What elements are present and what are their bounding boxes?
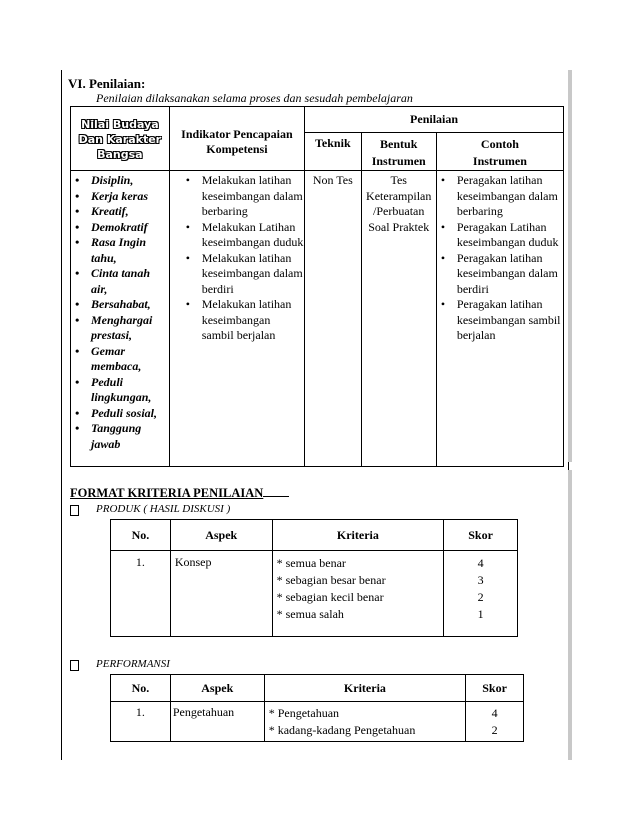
format-title [70,484,289,501]
produk-table [110,519,518,637]
col-header: No. [111,675,171,702]
kriteria-line: * semua salah [276,607,344,621]
header-nilai [71,107,170,171]
list-item: • Peragakan Latihan keseimbangan duduk [437,220,563,251]
list-item: • Peduli sosial, [71,406,169,422]
kriteria-line: * sebagian kecil benar [276,590,384,604]
kriteria-cell [272,551,444,637]
list-item: • Gemar membaca, [71,344,169,375]
header-nilai-line: Dan Karakter [78,133,162,146]
performansi-label: PERFORMANSI [96,658,170,670]
list-item: • Tanggung jawab [71,421,169,452]
list-item: • Melakukan latihan keseimbangan dalam berbaring [182,173,304,220]
list-item: • Menghargai prestasi, [71,313,169,344]
aspek-cell: Konsep [170,551,272,637]
skor-line: 4 [477,556,484,570]
list-item: • Peragakan latihan keseimbangan dalam berdiri [437,251,563,298]
aspek-cell: Pengetahuan [170,702,264,742]
list-item: • Kerja keras [71,189,169,205]
section-title: VI. Penilaian: [68,76,146,91]
list-item: • Peragakan latihan keseimbangan dalam berbaring [437,173,563,220]
col-header: Skor [466,675,524,702]
bentuk-cell [361,171,436,467]
kriteria-line: * Pengetahuan [268,706,340,720]
contoh-list [437,173,563,344]
skor-cell [466,702,524,742]
skor-cell [444,551,518,637]
no-cell: 1. [111,551,171,637]
skor-line: 4 [491,706,498,720]
bentuk-line: /Perbuatan [373,204,425,218]
list-item: • Peragakan latihan keseimbangan sambil berjalan [437,297,563,344]
skor-line: 2 [491,723,498,737]
header-contoh-line: Instrumen [472,154,527,168]
bentuk-line: Tes [390,173,407,187]
list-item: • Disiplin, [71,173,169,189]
assessment-table [70,106,564,467]
nilai-cell [71,171,170,467]
teknik-cell: Non Tes [305,171,361,467]
col-header: Skor [444,520,518,551]
header-indikator [169,107,304,171]
contoh-cell [436,171,563,467]
skor-line: 1 [477,607,484,621]
skor-line: 2 [477,590,484,604]
col-header: Aspek [170,675,264,702]
bentuk-line: Soal Praktek [368,219,430,234]
header-nilai-line: Bangsa [97,148,143,161]
col-header: Kriteria [264,675,465,702]
header-indikator-line: Kompetensi [206,141,268,156]
header-teknik: Teknik [305,133,361,171]
table-row [111,702,524,742]
list-item: • Melakukan Latihan keseimbangan duduk [182,220,304,251]
header-indikator-line: Indikator Pencapaian [181,126,293,141]
checkbox-icon [70,505,79,516]
list-item: • Kreatif, [71,204,169,220]
kriteria-line: * kadang-kadang Pengetahuan [268,723,416,737]
kriteria-line: * semua benar [276,556,346,570]
list-item: • Demokratif [71,220,169,236]
list-item: • Melakukan latihan keseimbangan dalam berdiri [182,251,304,298]
header-contoh [436,133,563,171]
bentuk-line: Keterampilan [366,188,432,203]
indikator-cell [169,171,304,467]
list-item: • Peduli lingkungan, [71,375,169,406]
table-row [111,551,518,637]
produk-label: PRODUK ( HASIL DISKUSI ) [96,503,231,515]
no-cell: 1. [111,702,171,742]
skor-line: 3 [477,573,484,587]
format-title-text: FORMAT KRITERIA PENILAIAN [70,486,264,500]
header-contoh-line: Contoh [480,137,519,151]
col-header: Aspek [170,520,272,551]
header-penilaian: Penilaian [305,107,564,133]
kriteria-cell [264,702,465,742]
nilai-list [71,173,169,452]
section-subtitle: Penilaian dilaksanakan selama proses dan sesudah pembelajaran [96,91,413,105]
list-item: • Bersahabat, [71,297,169,313]
header-bentuk [361,133,436,171]
kriteria-line: * sebagian besar benar [276,573,386,587]
header-bentuk-line: Instrumen [371,154,426,168]
frame-shadow-lower [568,470,572,760]
indikator-list [182,173,304,344]
col-header: No. [111,520,171,551]
header-nilai-line: Nilai Budaya [81,118,159,131]
checkbox-icon [70,660,79,671]
col-header: Kriteria [272,520,444,551]
header-bentuk-line: Bentuk [380,137,418,151]
frame-shadow [568,70,572,462]
list-item: • Rasa Ingin tahu, [71,235,169,266]
list-item: • Cinta tanah air, [71,266,169,297]
performansi-table [110,674,524,742]
list-item: • Melakukan latihan keseimbangan sambil berjalan [182,297,304,344]
